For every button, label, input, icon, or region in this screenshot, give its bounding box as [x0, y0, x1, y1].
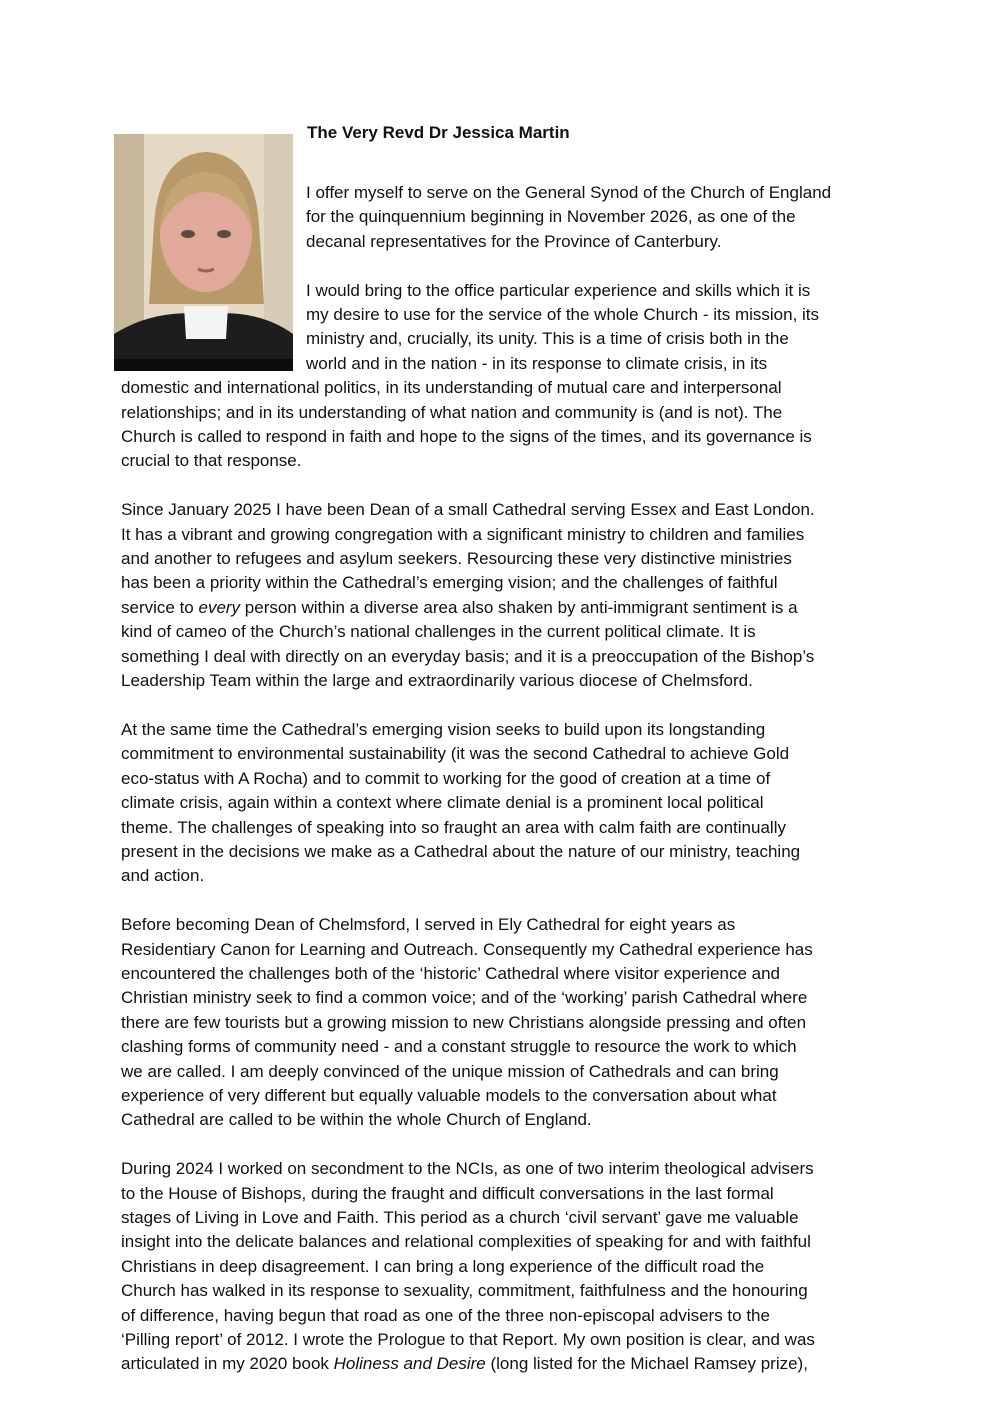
text-line: my desire to use for the service of the whole Church - its mission, its [306, 305, 820, 325]
text-line: present in the decisions we make as a Cathedral about the nature of our ministry, teaching [121, 841, 801, 861]
text-line: clashing forms of community need - and a constant struggle to resource the work to which [121, 1037, 797, 1057]
paragraph-secondment [121, 1157, 875, 1377]
text-line: insight into the delicate balances and relational complexities of speaking for and with faithful [121, 1232, 811, 1252]
text-line: It has a vibrant and growing congregation with a significant ministry to children and families [121, 524, 805, 544]
text-line: eco-status with A Rocha) and to commit to working for the good of creation at a time of [121, 768, 771, 788]
text-line: commitment to environmental sustainability (it was the second Cathedral to achieve Gold [121, 744, 790, 764]
text-run: person within a diverse area also shaken by anti-immigrant sentiment is a [240, 597, 798, 617]
text-run: articulated in my 2020 book [121, 1354, 334, 1374]
paragraph-dean [121, 498, 875, 693]
text-line: crucial to that response. [121, 451, 302, 471]
paragraph-experience [121, 279, 875, 474]
page-title: The Very Revd Dr Jessica Martin [307, 123, 570, 142]
text-line: and another to refugees and asylum seekers. Resourcing these very distinctive ministries [121, 549, 792, 569]
text-line: ministry and, crucially, its unity. This is a time of crisis both in the [306, 329, 789, 349]
book-title: Holiness and Desire [333, 1354, 486, 1374]
paragraph-intro [121, 181, 875, 254]
text-line: we are called. I am deeply convinced of the unique mission of Cathedrals and can bring [121, 1061, 779, 1081]
emphasis-text: every [198, 597, 241, 617]
text-line: ‘Pilling report’ of 2012. I wrote the Prologue to that Report. My own position is clear, and was [121, 1330, 815, 1350]
text-line: decanal representatives for the Province of Canterbury. [306, 231, 722, 251]
text-run: (long listed for the Michael Ramsey prize), [485, 1354, 808, 1374]
text-line: something I deal with directly on an everyday basis; and it is a preoccupation of the Bishop’s [121, 646, 815, 666]
text-line: I would bring to the office particular experience and skills which it is [306, 280, 811, 300]
text-line: to the House of Bishops, during the fraught and difficult conversations in the last formal [121, 1183, 774, 1203]
text-line: Before becoming Dean of Chelmsford, I served in Ely Cathedral for eight years as [121, 915, 736, 935]
text-line: Church is called to respond in faith and hope to the signs of the times, and its governance is [121, 427, 812, 447]
paragraph-ely [121, 913, 875, 1133]
text-run: service to [121, 597, 199, 617]
text-line [121, 1352, 875, 1376]
text-line: Christian ministry seek to find a common voice; and of the ‘working’ parish Cathedral where [121, 988, 808, 1008]
text-line: world and in the nation - in its response to climate crisis, in its [306, 353, 768, 373]
text-line: relationships; and in its understanding of what nation and community is (and is not). The [121, 402, 783, 422]
text-line: Since January 2025 I have been Dean of a small Cathedral serving Essex and East London. [121, 500, 815, 520]
text-line: Leadership Team within the large and extraordinarily various diocese of Chelmsford. [121, 671, 753, 691]
text-line: During 2024 I worked on secondment to the NCIs, as one of two interim theological advisers [121, 1159, 814, 1179]
text-line: stages of Living in Love and Faith. This period as a church ‘civil servant’ gave me valuable [121, 1207, 799, 1227]
text-line: Church has walked in its response to sexuality, commitment, faithfulness and the honouring [121, 1281, 808, 1301]
text-line: and action. [121, 866, 205, 886]
text-line: of difference, having begun that road as one of the three non-episcopal advisers to the [121, 1305, 770, 1325]
text-line: Cathedral are called to be within the whole Church of England. [121, 1110, 592, 1130]
letter-body [121, 181, 875, 1401]
text-line: encountered the challenges both of the ‘historic’ Cathedral where visitor experience and [121, 963, 780, 983]
paragraph-vision [121, 718, 875, 889]
text-line: climate crisis, again within a context where climate denial is a prominent local political [121, 793, 764, 813]
text-line: there are few tourists but a growing mission to new Christians alongside pressing and often [121, 1012, 807, 1032]
text-line: experience of very different but equally valuable models to the conversation about what [121, 1085, 777, 1105]
text-line: I offer myself to serve on the General Synod of the Church of England [306, 183, 832, 202]
text-line: kind of cameo of the Church’s national challenges in the current political climate. It is [121, 622, 756, 642]
text-line: for the quinquennium beginning in November 2026, as one of the [306, 207, 796, 227]
text-line: has been a priority within the Cathedral’s emerging vision; and the challenges of faithful [121, 573, 778, 593]
text-line [121, 596, 875, 620]
text-line: domestic and international politics, in its understanding of mutual care and interpersonal [121, 378, 782, 398]
text-line: theme. The challenges of speaking into so fraught an area with calm faith are continually [121, 817, 786, 837]
text-line: At the same time the Cathedral’s emerging vision seeks to build upon its longstanding [121, 719, 766, 739]
text-line: Residentiary Canon for Learning and Outreach. Consequently my Cathedral experience has [121, 939, 813, 959]
text-line: Christians in deep disagreement. I can bring a long experience of the difficult road the [121, 1256, 765, 1276]
